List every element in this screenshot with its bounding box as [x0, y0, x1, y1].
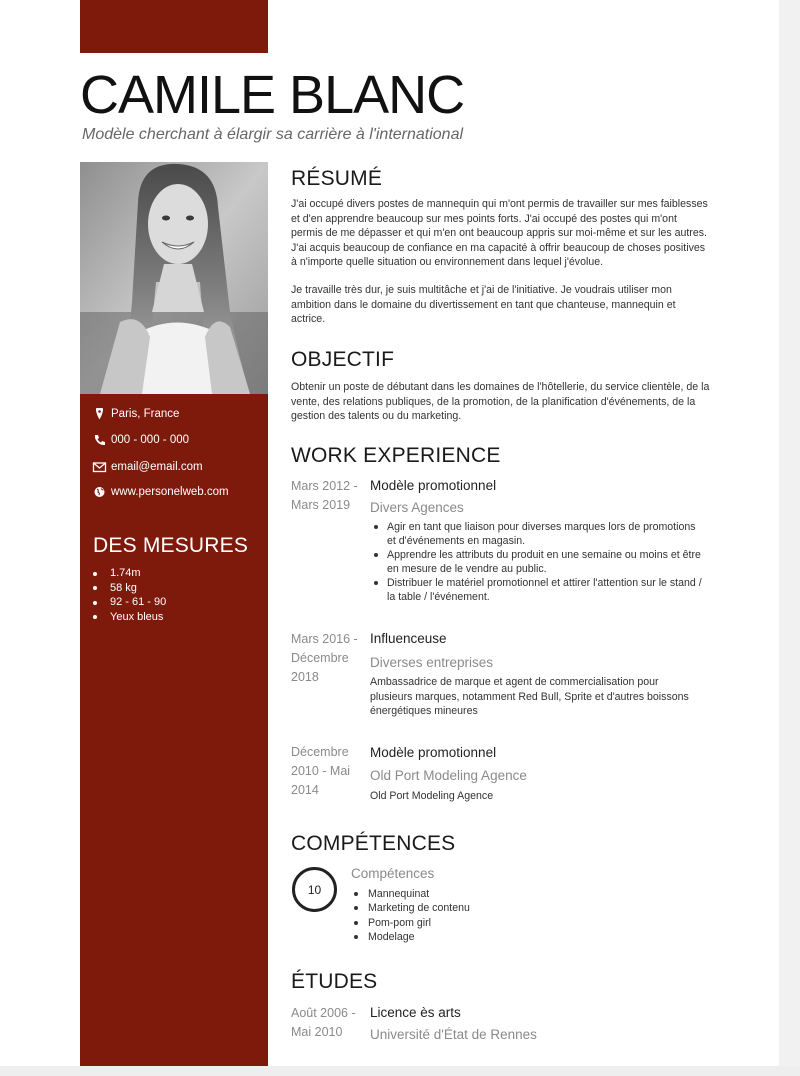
job-title: Influenceuse: [370, 631, 447, 646]
list-item: Pom-pom girl: [368, 916, 470, 930]
measures-title: DES MESURES: [93, 534, 249, 557]
list-item: Distribuer le matériel promotionnel et attirer l'attention sur le stand / la table / l'événement.: [387, 576, 705, 604]
list-item: Apprendre les attributs du produit en une semaine ou moins et être en mesure de le vendre au public.: [387, 548, 705, 576]
measures-list: [110, 566, 166, 624]
globe-icon: [92, 486, 107, 498]
list-item: Agir en tant que liaison pour diverses marques lors de promotions et d'événements en magasin.: [387, 520, 705, 548]
job-bullets: [387, 520, 705, 604]
contact-phone: [92, 434, 189, 446]
job-date: Mars 2012 - Mars 2019: [291, 479, 358, 512]
education-degree: Licence ès arts: [370, 1005, 461, 1020]
job-date: Décembre 2010 - Mai 2014: [291, 745, 351, 797]
job-date: Mars 2016 - Décembre 2018: [291, 632, 358, 684]
objective-title: OBJECTIF: [291, 348, 395, 371]
contact-phone-text: 000 - 000 - 000: [111, 434, 190, 446]
resume-title: RÉSUMÉ: [291, 167, 383, 190]
contact-website-link[interactable]: www.personelweb.com: [111, 486, 229, 498]
phone-icon: [92, 434, 107, 446]
page-bottom-shadow: [0, 1066, 800, 1076]
list-item: 1.74m: [110, 566, 166, 581]
list-item: Marketing de contenu: [368, 902, 470, 915]
skills-heading: Compétences: [351, 866, 435, 881]
education-school: Université d'État de Rennes: [370, 1027, 537, 1042]
skill-score: 10: [307, 882, 322, 897]
list-item: Yeux bleus: [110, 610, 166, 625]
job-company: Diverses entreprises: [370, 655, 494, 670]
skill-score-ring: [292, 867, 337, 912]
job-company: Old Port Modeling Agence: [370, 768, 527, 783]
job-title: Modèle promotionnel: [370, 478, 497, 493]
sidebar: [80, 394, 268, 1066]
education-title: ÉTUDES: [291, 970, 378, 993]
education-date: Août 2006 - Mai 2010: [291, 1006, 356, 1039]
skills-title: COMPÉTENCES: [291, 832, 456, 855]
candidate-tagline: Modèle cherchant à élargir sa carrière à l'international: [82, 126, 464, 143]
resume-paragraph-1: J'ai occupé divers postes de mannequin qui m'ont permis de travailler sur mes faiblesses et d'en apprendre beaucoup sur mes points forts. J'ai occupé des postes qui m'ont permis de me dépasser et qui m'en ont beaucoup appris sur moi-même et sur les autres. J'ai acquis beaucoup de confiance en ma capacité à offrir beaucoup de choses positives à n'importe quelle situation ou environnement dans lequel j'évolue.: [291, 198, 708, 268]
contact-location-text: Paris, France: [111, 408, 180, 420]
contact-website: [92, 486, 229, 498]
list-item: 58 kg: [110, 581, 166, 596]
job-description: Old Port Modeling Agence: [370, 790, 494, 802]
candidate-name: CAMILE BLANC: [80, 65, 465, 125]
location-pin-icon: [92, 408, 107, 420]
job-title: Modèle promotionnel: [370, 745, 497, 760]
contact-email-link[interactable]: email@email.com: [111, 461, 203, 473]
job-company: Divers Agences: [370, 500, 464, 515]
experience-title: WORK EXPERIENCE: [291, 444, 501, 467]
page-edge-shadow: [779, 0, 800, 1076]
job-description: Ambassadrice de marque et agent de commercialisation pour plusieurs marques, notamment Red Bull, Sprite et d'autres boissons énergétiques mineures: [370, 676, 689, 717]
list-item: Mannequinat: [368, 887, 470, 901]
accent-block: [80, 0, 268, 53]
profile-photo: [80, 162, 268, 394]
skills-list: [368, 887, 470, 944]
envelope-icon: [92, 461, 107, 473]
list-item: 92 - 61 - 90: [110, 596, 167, 608]
list-item: Modelage: [368, 930, 470, 944]
portrait-image: [80, 162, 268, 394]
contact-email: [92, 461, 203, 473]
contact-location: [92, 408, 179, 420]
resume-paragraph-2: Je travaille très dur, je suis multitâche et j'ai de l'initiative. Je voudrais utiliser mon ambition dans le domaine du divertissement en tant que chanteuse, mannequin et actrice.: [291, 284, 676, 325]
objective-text: Obtenir un poste de débutant dans les domaines de l'hôtellerie, du service clientèle, de la vente, des relations publiques, de la promotion, de la planification d'événements, de la gestion des talents ou du marketing.: [291, 381, 710, 422]
